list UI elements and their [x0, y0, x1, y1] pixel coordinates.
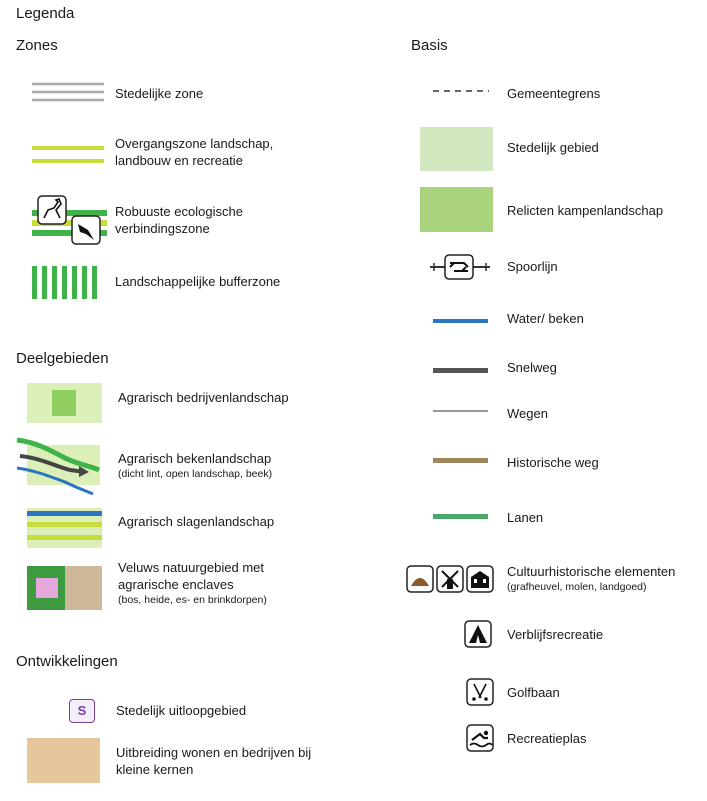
- lanen-symbol: [433, 514, 488, 519]
- recreatieplas-label: Recreatieplas: [507, 731, 587, 746]
- deelgebieden-heading: Deelgebieden: [16, 350, 109, 367]
- stedelijke-zone-symbol: [32, 80, 104, 104]
- bekenlandschap-title: Agrarisch bekenlandschap: [118, 451, 272, 466]
- uitloopgebied-symbol: S: [69, 699, 95, 723]
- bekenlandschap-label: [118, 450, 272, 481]
- historische-weg-symbol: [433, 458, 488, 463]
- spoorlijn-symbol: [430, 254, 490, 280]
- spoorlijn-label: Spoorlijn: [507, 259, 558, 274]
- natuurgebied-label: [118, 559, 278, 607]
- bekenlandschap-symbol: [15, 436, 100, 500]
- golfbaan-label: Golfbaan: [507, 685, 560, 700]
- uitbreiding-symbol: [27, 738, 100, 783]
- stedelijke-zone-label: Stedelijke zone: [115, 86, 204, 101]
- legend-title: Legenda: [16, 5, 75, 22]
- tent-icon: [464, 620, 492, 648]
- swimmer-icon: [466, 724, 494, 752]
- snelweg-symbol: [433, 368, 488, 373]
- uitbreiding-label: Uitbreiding wonen en bedrijven bij kleine kernen: [116, 745, 312, 777]
- basis-heading: Basis: [411, 37, 448, 54]
- gemeentegrens-label: Gemeentegrens: [507, 86, 601, 101]
- historische-weg-label: Historische weg: [507, 455, 599, 470]
- snelweg-label: Snelweg: [507, 360, 557, 375]
- landgoed-icon: [467, 566, 493, 592]
- cultuurhistorie-sub: (grafheuvel, molen, landgoed): [507, 581, 647, 593]
- ontwikkelingen-heading: Ontwikkelingen: [16, 653, 118, 670]
- ecologische-zone-label: Robuuste ecologische verbindingszone: [115, 204, 243, 236]
- water-label: Water/ beken: [507, 311, 584, 326]
- grafheuvel-icon: [407, 566, 433, 592]
- kampenlandschap-label: Relicten kampenlandschap: [507, 203, 664, 218]
- stedelijk-gebied-label: Stedelijk gebied: [507, 140, 599, 155]
- bedrijvenlandschap-label: Agrarisch bedrijvenlandschap: [118, 390, 289, 405]
- cultuurhistorie-label: [507, 563, 675, 594]
- bekenlandschap-sub: (dicht lint, open landschap, beek): [118, 468, 273, 480]
- bufferzone-symbol: [32, 266, 100, 299]
- cultuurhistorie-title: Cultuurhistorische elementen: [507, 564, 676, 579]
- natuurgebied-title: Veluws natuurgebied met agrarische enclaves: [118, 560, 264, 592]
- uitloopgebied-label: Stedelijk uitloopgebied: [116, 703, 247, 718]
- kampenlandschap-symbol: [420, 187, 493, 232]
- overgangszone-label: Overgangszone landschap, landbouw en recreatie: [115, 136, 274, 168]
- overgangszone-symbol: [32, 144, 104, 166]
- stedelijk-gebied-symbol: [420, 127, 493, 171]
- bedrijvenlandschap-symbol: [27, 383, 102, 423]
- wegen-symbol: [433, 410, 488, 412]
- lanen-label: Lanen: [507, 510, 544, 525]
- zones-heading: Zones: [16, 37, 58, 54]
- gemeentegrens-symbol: [433, 88, 489, 94]
- cultuurhistorie-symbol: [406, 565, 494, 593]
- natuurgebied-sub: (bos, heide, es- en brinkdorpen): [118, 594, 267, 606]
- bufferzone-label: Landschappelijke bufferzone: [115, 274, 281, 289]
- ecologische-zone-symbol: [32, 194, 107, 248]
- water-symbol: [433, 319, 488, 323]
- wegen-label: Wegen: [507, 406, 548, 421]
- molen-icon: [437, 566, 463, 592]
- natuurgebied-symbol: [27, 566, 102, 610]
- slagenlandschap-symbol: [27, 508, 102, 548]
- slagenlandschap-label: Agrarisch slagenlandschap: [118, 514, 275, 529]
- golf-icon: [466, 678, 494, 706]
- verblijfsrecreatie-label: Verblijfsrecreatie: [507, 627, 604, 642]
